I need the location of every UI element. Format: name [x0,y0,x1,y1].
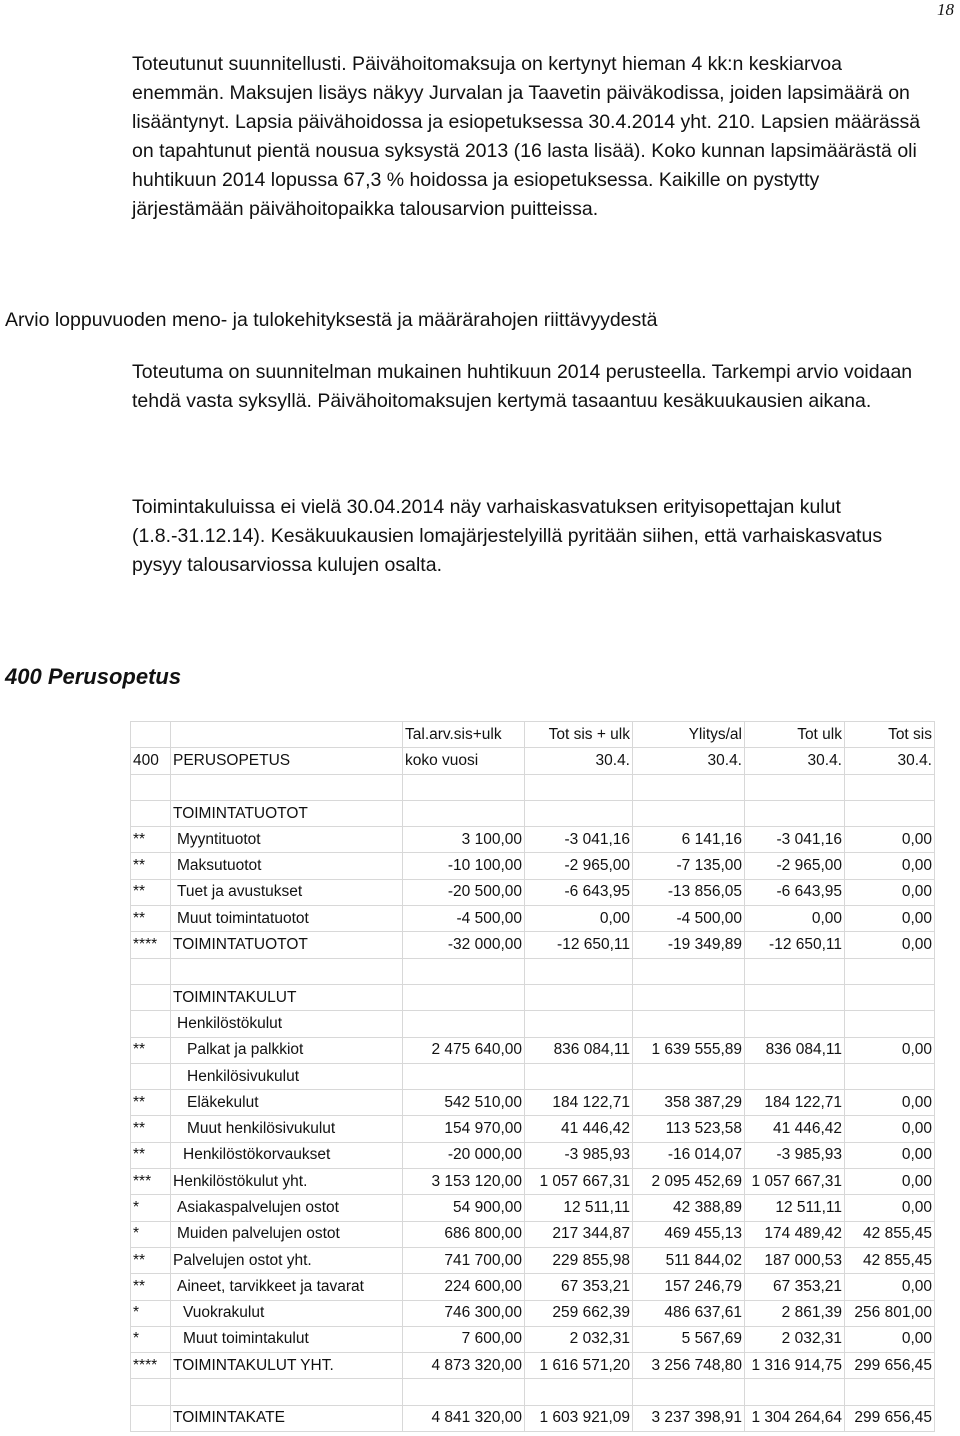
row-level-marker: ** [131,1142,171,1168]
table-cell: -3 985,93 [745,1142,845,1168]
row-level-marker: * [131,1195,171,1221]
table-cell: 0,00 [845,932,935,958]
table-cell: 0,00 [845,1326,935,1352]
table-cell: 1 316 914,75 [745,1353,845,1379]
row-label: Muut toimintakulut [171,1326,403,1352]
table-cell: 0,00 [845,1142,935,1168]
row-level-marker: ** [131,906,171,932]
table-cell [525,984,633,1010]
table-row [131,853,935,879]
table-cell [525,800,633,826]
row-label: TOIMINTATUOTOT [171,932,403,958]
table-cell: 67 353,21 [525,1274,633,1300]
table-header-cell: Tot sis [845,722,935,748]
table-cell: -6 643,95 [525,879,633,905]
table-cell: 3 100,00 [403,827,525,853]
table-cell: 2 095 452,69 [633,1169,745,1195]
row-level-marker: ** [131,827,171,853]
table-cell: 741 700,00 [403,1247,525,1273]
paragraph-costs: Toimintakuluissa ei vielä 30.04.2014 näy varhaiskasvatuksen erityisopettajan kulut (1.8.-31.12.14). Kesäkuukausien lomajärjestelyillä pyritään siihen, että varhaiskasvatus pysyy talousarviossa kulujen osalta. [132,496,883,576]
table-row [131,1037,935,1063]
table-header-cell: Ylitys/al [633,722,745,748]
paragraph-results: Toteutunut suunnitellusti. Päivähoitomaksuja on kertynyt hieman 4 kk:n keskiarvoa enemmän. Maksujen lisäys näkyy Jurvalan ja Taavetin päiväkodissa, joiden lapsimäärä on lisääntynyt. Lapsia päivähoidossa ja esiopetuksessa 30.4.2014 yht. 210. Lapsien määrässä on tapahtunut pientä nousua syksystä 2013 (16 lasta lisää). Koko kunnan lapsimäärästä oli huhtikuun 2014 lopussa 67,3 % hoidossa ja esiopetuksessa. Kaikille on pystytty järjestämään päivähoitopaikka talousarvion puitteissa. [132,53,921,220]
table-header-cell: 30.4. [633,748,745,774]
table-cell: 12 511,11 [745,1195,845,1221]
table-cell: -2 965,00 [745,853,845,879]
table-cell: -3 041,16 [525,827,633,853]
row-level-marker [131,1063,171,1089]
row-level-marker: ** [131,879,171,905]
row-label: Muut toimintatuotot [171,906,403,932]
table-cell: 187 000,53 [745,1247,845,1273]
table-cell: 5 567,69 [633,1326,745,1352]
table-header-cell: Tot sis + ulk [525,722,633,748]
table-cell: 836 084,11 [525,1037,633,1063]
table-cell [633,800,745,826]
table-header-row [131,722,935,748]
table-cell [403,1379,525,1405]
table-cell [845,1379,935,1405]
table-cell: -19 349,89 [633,932,745,958]
table-cell: -12 650,11 [525,932,633,958]
table-cell: 3 237 398,91 [633,1405,745,1431]
table-cell: 12 511,11 [525,1195,633,1221]
table-cell [633,984,745,1010]
table-cell: 1 057 667,31 [745,1169,845,1195]
table-cell: 0,00 [845,879,935,905]
row-level-marker: ** [131,1247,171,1273]
table-cell [525,1063,633,1089]
table-cell: -7 135,00 [633,853,745,879]
table-cell: 0,00 [845,1116,935,1142]
table-row [131,932,935,958]
table-cell: 6 141,16 [633,827,745,853]
table-cell: 2 032,31 [525,1326,633,1352]
table-cell: 0,00 [845,1090,935,1116]
subheading-forecast: Arvio loppuvuoden meno- ja tulokehityksestä ja määrärahojen riittävyydestä [5,309,658,331]
table-cell [745,774,845,800]
table-cell: 224 600,00 [403,1274,525,1300]
row-label: Henkilöstökulut [171,1011,403,1037]
table-cell [845,774,935,800]
table-cell: -2 965,00 [525,853,633,879]
table-cell [845,958,935,984]
table-row [131,1300,935,1326]
table-cell [745,1011,845,1037]
table-cell: 41 446,42 [525,1116,633,1142]
table-cell: 0,00 [845,1169,935,1195]
table-row [131,1063,935,1089]
table-cell: 3 256 748,80 [633,1353,745,1379]
row-label: TOIMINTATUOTOT [171,800,403,826]
table-cell: 217 344,87 [525,1221,633,1247]
row-level-marker: * [131,1221,171,1247]
table-row [131,958,935,984]
row-label: TOIMINTAKATE [171,1405,403,1431]
table-cell: 1 304 264,64 [745,1405,845,1431]
section-heading: 400 Perusopetus [5,664,182,689]
row-level-marker [131,1405,171,1431]
table-cell [845,984,935,1010]
row-level-marker [131,1011,171,1037]
table-cell: 259 662,39 [525,1300,633,1326]
row-level-marker: ** [131,1037,171,1063]
table-cell [525,1379,633,1405]
table-cell: 67 353,21 [745,1274,845,1300]
row-label: TOIMINTAKULUT YHT. [171,1353,403,1379]
row-level-marker: ** [131,853,171,879]
row-level-marker [131,984,171,1010]
table-cell [633,1011,745,1037]
table-header-cell: koko vuosi [403,748,525,774]
table-cell: 0,00 [745,906,845,932]
table-cell: 7 600,00 [403,1326,525,1352]
table-row [131,1405,935,1431]
table-cell: 42 855,45 [845,1247,935,1273]
table-cell: 511 844,02 [633,1247,745,1273]
row-label [171,958,403,984]
table-cell: 4 841 320,00 [403,1405,525,1431]
row-label: Muiden palvelujen ostot [171,1221,403,1247]
table-row [131,1274,935,1300]
row-label: Muut henkilösivukulut [171,1116,403,1142]
row-label: Myyntituotot [171,827,403,853]
page-number: 18 [937,0,954,19]
table-cell: 174 489,42 [745,1221,845,1247]
row-level-marker [131,774,171,800]
table-cell [845,1011,935,1037]
table-cell [633,1379,745,1405]
table-header-cell: 30.4. [525,748,633,774]
table-cell: 229 855,98 [525,1247,633,1273]
row-label: Eläkekulut [171,1090,403,1116]
table-header-cell [131,722,171,748]
table-cell: 4 873 320,00 [403,1353,525,1379]
table-cell: 686 800,00 [403,1221,525,1247]
table-cell: 746 300,00 [403,1300,525,1326]
table-cell: 184 122,71 [525,1090,633,1116]
table-cell: 41 446,42 [745,1116,845,1142]
table-cell [525,774,633,800]
table-cell: -4 500,00 [633,906,745,932]
table-cell: 42 388,89 [633,1195,745,1221]
table-cell: 2 032,31 [745,1326,845,1352]
table-cell [745,1063,845,1089]
table-cell [403,1063,525,1089]
row-level-marker: * [131,1326,171,1352]
table-cell [845,800,935,826]
paragraph-forecast: Toteutuma on suunnitelman mukainen huhtikuun 2014 perusteella. Tarkempi arvio voidaan tehdä vasta syksyllä. Päivähoitomaksujen kertymä tasaantuu kesäkuukausien aikana. [132,361,913,412]
table-row [131,1169,935,1195]
table-cell: 1 616 571,20 [525,1353,633,1379]
row-level-marker [131,1379,171,1405]
table-row [131,827,935,853]
table-cell: 54 900,00 [403,1195,525,1221]
table-cell: 0,00 [845,1195,935,1221]
table-cell: 1 639 555,89 [633,1037,745,1063]
table-row [131,800,935,826]
table-row [131,1353,935,1379]
table-cell: 486 637,61 [633,1300,745,1326]
table-cell: 0,00 [845,853,935,879]
table-row [131,1195,935,1221]
row-level-marker: **** [131,932,171,958]
table-cell: 1 057 667,31 [525,1169,633,1195]
row-label: Palvelujen ostot yht. [171,1247,403,1273]
table-row [131,1221,935,1247]
table-cell: 42 855,45 [845,1221,935,1247]
row-level-marker: ** [131,1116,171,1142]
table-cell [403,958,525,984]
table-cell: 1 603 921,09 [525,1405,633,1431]
table-cell [633,958,745,984]
row-level-marker: ** [131,1274,171,1300]
table-cell: 113 523,58 [633,1116,745,1142]
table-header-cell: 30.4. [845,748,935,774]
table-header-row [131,748,935,774]
table-header-cell: 30.4. [745,748,845,774]
row-level-marker [131,958,171,984]
table-cell: 542 510,00 [403,1090,525,1116]
table-cell [525,1011,633,1037]
table-cell: -10 100,00 [403,853,525,879]
table-row [131,906,935,932]
table-row [131,1142,935,1168]
row-label: Aineet, tarvikkeet ja tavarat [171,1274,403,1300]
table-cell: -4 500,00 [403,906,525,932]
table-cell [403,774,525,800]
table-cell: 0,00 [845,1274,935,1300]
row-label: Henkilöstökulut yht. [171,1169,403,1195]
table-cell [745,984,845,1010]
table-cell: -3 985,93 [525,1142,633,1168]
table-cell: -32 000,00 [403,932,525,958]
table-cell: 3 153 120,00 [403,1169,525,1195]
table-row [131,1116,935,1142]
row-level-marker [131,800,171,826]
table-cell: 0,00 [845,827,935,853]
table-cell [403,1011,525,1037]
table-cell: -20 000,00 [403,1142,525,1168]
table-cell: 469 455,13 [633,1221,745,1247]
table-cell: 0,00 [845,1037,935,1063]
table-cell: -12 650,11 [745,932,845,958]
row-label [171,1379,403,1405]
table-cell: 836 084,11 [745,1037,845,1063]
row-label [171,774,403,800]
table-cell: 2 475 640,00 [403,1037,525,1063]
table-header-cell [171,722,403,748]
table-cell: 157 246,79 [633,1274,745,1300]
table-cell [745,958,845,984]
table-cell: 299 656,45 [845,1405,935,1431]
table-row [131,879,935,905]
row-level-marker: ** [131,1090,171,1116]
row-label: Maksutuotot [171,853,403,879]
row-label: Tuet ja avustukset [171,879,403,905]
row-level-marker: * [131,1300,171,1326]
table-cell: 2 861,39 [745,1300,845,1326]
row-label: Asiakaspalvelujen ostot [171,1195,403,1221]
row-level-marker: **** [131,1353,171,1379]
table-cell [633,1063,745,1089]
table-cell: -6 643,95 [745,879,845,905]
table-header-cell: Tal.arv.sis+ulk [403,722,525,748]
table-cell: 256 801,00 [845,1300,935,1326]
row-label: Henkilösivukulut [171,1063,403,1089]
table-row [131,1090,935,1116]
table-cell: 0,00 [525,906,633,932]
table-row [131,1326,935,1352]
table-cell: 154 970,00 [403,1116,525,1142]
row-label: TOIMINTAKULUT [171,984,403,1010]
table-cell: 184 122,71 [745,1090,845,1116]
table-cell: -16 014,07 [633,1142,745,1168]
table-cell [525,958,633,984]
table-cell: -20 500,00 [403,879,525,905]
table-cell [403,984,525,1010]
table-header-cell: Tot ulk [745,722,845,748]
table-header-cell: PERUSOPETUS [171,748,403,774]
table-row [131,1011,935,1037]
table-cell [403,800,525,826]
table-cell: 358 387,29 [633,1090,745,1116]
table-cell: -3 041,16 [745,827,845,853]
table-cell [633,774,745,800]
table-cell [745,1379,845,1405]
table-row [131,984,935,1010]
table-header-cell: 400 [131,748,171,774]
budget-table [130,721,935,1432]
row-label: Palkat ja palkkiot [171,1037,403,1063]
table-row [131,1247,935,1273]
row-level-marker: *** [131,1169,171,1195]
table-cell: -13 856,05 [633,879,745,905]
table-row [131,1379,935,1405]
table-row [131,774,935,800]
row-label: Vuokrakulut [171,1300,403,1326]
table-cell [845,1063,935,1089]
row-label: Henkilöstökorvaukset [171,1142,403,1168]
table-cell: 299 656,45 [845,1353,935,1379]
table-cell: 0,00 [845,906,935,932]
table-cell [745,800,845,826]
